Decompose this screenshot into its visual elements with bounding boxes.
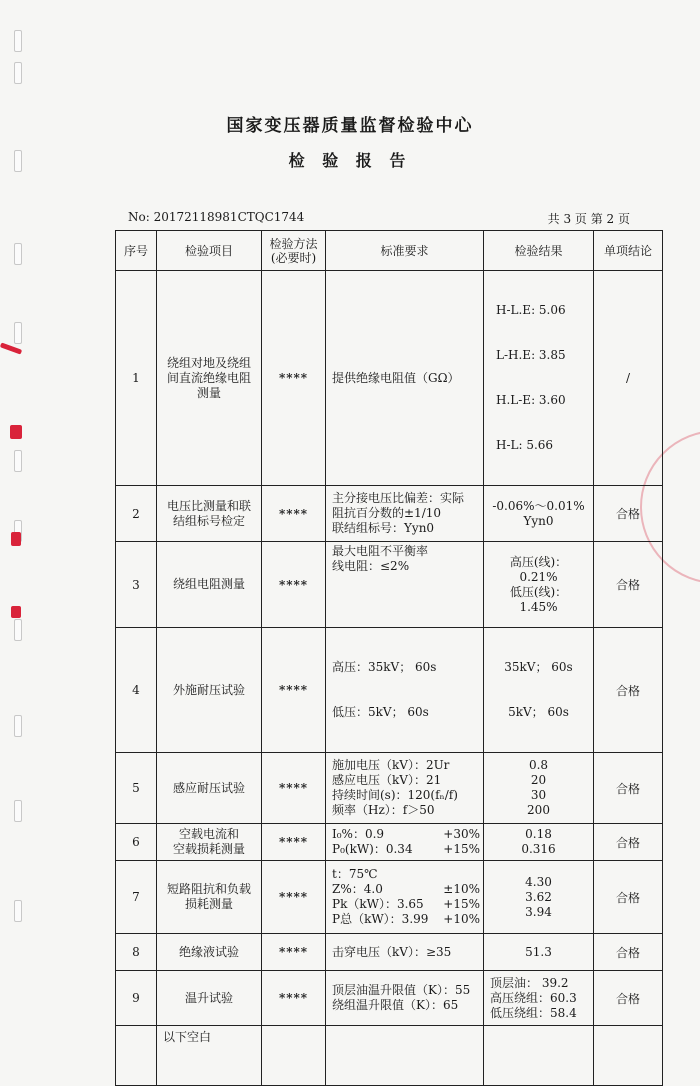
header-result: 检验结果 (484, 231, 594, 271)
standard-line: 感应电压（kV）：21 (332, 773, 442, 787)
result-line: 30 (530, 788, 547, 802)
table-row (116, 934, 663, 971)
table-row (116, 861, 663, 934)
item-line: 外施耐压试验 (172, 682, 245, 697)
row-standard (326, 934, 484, 971)
standard-line: 线电阻：≤2% (332, 559, 410, 573)
row-item (157, 824, 262, 861)
row-method: **** (262, 971, 326, 1026)
table-header-row (116, 231, 663, 271)
result-line: 0.21% (519, 569, 558, 584)
row-conclusion: 合格 (594, 542, 663, 628)
result-line: H.L-E: 3.60 (496, 393, 566, 407)
result-line: H-L: 5.66 (496, 438, 554, 452)
row-method: **** (262, 542, 326, 628)
row-result (484, 542, 594, 628)
standard-line: 频率（Hz）：f＞50 (332, 803, 435, 817)
row-item (157, 861, 262, 934)
header-item: 检验项目 (157, 231, 262, 271)
item-line: 短路阻抗和负载 (166, 882, 251, 896)
item-line: 感应耐压试验 (172, 780, 245, 795)
row-item (157, 753, 262, 824)
standard-line: 提供绝缘电阻值（GΩ） (332, 370, 460, 385)
row-method: **** (262, 934, 326, 971)
result-line: 高压(线)： (509, 554, 568, 569)
binding-mark (14, 243, 22, 265)
row-conclusion: 合格 (594, 628, 663, 753)
standard-tolerance: ±10% (443, 882, 480, 896)
standard-value: Z%：4.0 (332, 882, 383, 896)
row-result (484, 486, 594, 542)
result-line: L-H.E: 3.85 (496, 348, 566, 362)
standard-line: 高压：35kV； 60s (332, 660, 437, 674)
standard-pair (332, 912, 480, 927)
binding-mark (14, 450, 22, 472)
row-result (484, 861, 594, 934)
blank-cell (116, 1026, 157, 1086)
row-item (157, 542, 262, 628)
result-line: 35kV； 60s (504, 660, 573, 674)
result-line: 0.18 (525, 827, 552, 841)
item-line: 电压比测量和联 (166, 498, 251, 513)
row-standard (326, 971, 484, 1026)
result-line: 顶层油： 39.2 (490, 975, 569, 990)
header-method-line: 检验方法 (269, 236, 318, 251)
table-row (116, 486, 663, 542)
row-result (484, 753, 594, 824)
row-conclusion: 合格 (594, 824, 663, 861)
binding-mark (14, 800, 22, 822)
row-seq: 3 (116, 542, 157, 628)
result-line: 3.62 (525, 889, 552, 904)
table-row (116, 628, 663, 753)
result-line: 51.3 (525, 944, 552, 959)
doc-title: 检 验 报 告 (288, 151, 412, 170)
standard-value: I₀%：0.9 (332, 827, 385, 841)
standard-tolerance: +10% (443, 912, 480, 926)
binding-mark (14, 322, 22, 344)
row-item (157, 628, 262, 753)
binding-mark (14, 30, 22, 52)
item-line: 测量 (196, 385, 221, 400)
header-conclusion: 单项结论 (594, 231, 663, 271)
result-line: 高压绕组：60.3 (490, 990, 577, 1005)
row-method: **** (262, 628, 326, 753)
blank-cell (326, 1026, 484, 1086)
row-method: **** (262, 486, 326, 542)
standard-line: 持续时间(s)：120(fₙ/f) (332, 788, 458, 802)
result-line: -0.06%～0.01% (492, 498, 585, 513)
standard-pair (332, 897, 480, 912)
standard-line: 阻抗百分数的±1/10 (332, 506, 442, 520)
item-line: 空载损耗测量 (172, 842, 245, 856)
blank-note: 以下空白 (157, 1026, 262, 1086)
row-standard (326, 271, 484, 486)
row-conclusion: 合格 (594, 934, 663, 971)
blank-cell (484, 1026, 594, 1086)
report-number: No: 20172118981CTQC1744 (128, 210, 305, 224)
page-info: 共 3 页 第 2 页 (547, 212, 630, 226)
row-seq: 2 (116, 486, 157, 542)
row-result (484, 628, 594, 753)
standard-line: t：75℃ (332, 867, 378, 881)
row-seq: 7 (116, 861, 157, 934)
binding-mark (14, 619, 22, 641)
row-standard (326, 486, 484, 542)
standard-tolerance: +15% (443, 842, 480, 856)
item-line: 绝缘液试验 (178, 944, 239, 959)
result-line: 低压(线)： (509, 584, 568, 599)
row-item (157, 971, 262, 1026)
standard-tolerance: +30% (443, 827, 480, 841)
row-item (157, 934, 262, 971)
result-line: 4.30 (525, 874, 552, 889)
standard-pair (332, 842, 480, 857)
binding-mark (14, 900, 22, 922)
row-method: **** (262, 271, 326, 486)
result-line: 3.94 (525, 904, 552, 919)
blank-cell (594, 1026, 663, 1086)
header-standard: 标准要求 (326, 231, 484, 271)
blank-cell (262, 1026, 326, 1086)
row-conclusion: 合格 (594, 753, 663, 824)
row-seq: 4 (116, 628, 157, 753)
table-row (116, 971, 663, 1026)
item-line: 间直流绝缘电阻 (166, 370, 251, 385)
row-conclusion: 合格 (594, 861, 663, 934)
row-seq: 1 (116, 271, 157, 486)
result-line: 5kV； 60s (508, 705, 569, 719)
result-line: H-L.E: 5.06 (496, 303, 566, 317)
row-standard (326, 628, 484, 753)
standard-line: 主分接电压比偏差：实际 (332, 491, 465, 505)
standard-line: 施加电压（kV）：2Ur (332, 758, 450, 772)
row-standard (326, 824, 484, 861)
row-conclusion: 合格 (594, 486, 663, 542)
table-row (116, 271, 663, 486)
row-conclusion: / (594, 271, 663, 486)
table-row (116, 542, 663, 628)
row-seq: 9 (116, 971, 157, 1026)
row-item (157, 271, 262, 486)
row-result (484, 934, 594, 971)
result-line: 低压绕组：58.4 (490, 1005, 577, 1020)
item-line: 损耗测量 (184, 897, 233, 911)
standard-line: 最大电阻不平衡率 (332, 544, 429, 558)
standard-value: Pk（kW）：3.65 (332, 897, 424, 911)
standard-value: P总（kW）：3.99 (332, 912, 429, 926)
standard-line: 顶层油温升限值（K）：55 (332, 983, 471, 997)
result-line: 0.8 (528, 758, 549, 772)
item-line: 绕组对地及绕组 (166, 355, 251, 370)
binding-mark (14, 715, 22, 737)
standard-tolerance: +15% (443, 897, 480, 911)
table-row (116, 753, 663, 824)
header-seq: 序号 (116, 231, 157, 271)
row-standard (326, 861, 484, 934)
result-line: 1.45% (519, 599, 558, 614)
row-seq: 6 (116, 824, 157, 861)
result-line: Yyn0 (523, 513, 554, 528)
result-line: 0.316 (521, 842, 556, 856)
red-tab (0, 342, 22, 354)
standard-line: 联结组标号：Yyn0 (332, 521, 435, 535)
result-line: 200 (527, 803, 550, 817)
red-tab (11, 532, 21, 546)
item-line: 温升试验 (184, 990, 233, 1005)
row-seq: 5 (116, 753, 157, 824)
org-title: 国家变压器质量监督检验中心 (226, 116, 474, 136)
row-conclusion: 合格 (594, 971, 663, 1026)
item-line: 绕组电阻测量 (172, 577, 245, 591)
item-line: 空载电流和 (178, 827, 239, 841)
standard-line: 低压：5kV； 60s (332, 705, 429, 719)
red-tab (11, 606, 21, 618)
standard-value: P₀(kW)：0.34 (332, 842, 413, 856)
result-line: 20 (530, 773, 547, 787)
standard-line: 绕组温升限值（K）：65 (332, 998, 459, 1012)
row-seq: 8 (116, 934, 157, 971)
row-result (484, 271, 594, 486)
row-result (484, 824, 594, 861)
table-row (116, 824, 663, 861)
standard-pair (332, 827, 480, 842)
header-method-note: (必要时) (270, 250, 317, 265)
row-standard (326, 542, 484, 628)
row-standard (326, 753, 484, 824)
table-row-blank (116, 1026, 663, 1086)
row-method: **** (262, 861, 326, 934)
standard-line: 击穿电压（kV）：≥35 (332, 944, 452, 959)
binding-mark (14, 62, 22, 84)
header-method (262, 231, 326, 271)
item-line: 结组标号检定 (172, 513, 245, 528)
row-item (157, 486, 262, 542)
row-result (484, 971, 594, 1026)
red-tab (10, 425, 22, 439)
standard-pair (332, 882, 480, 897)
row-method: **** (262, 824, 326, 861)
report-table (115, 230, 663, 1086)
row-method: **** (262, 753, 326, 824)
